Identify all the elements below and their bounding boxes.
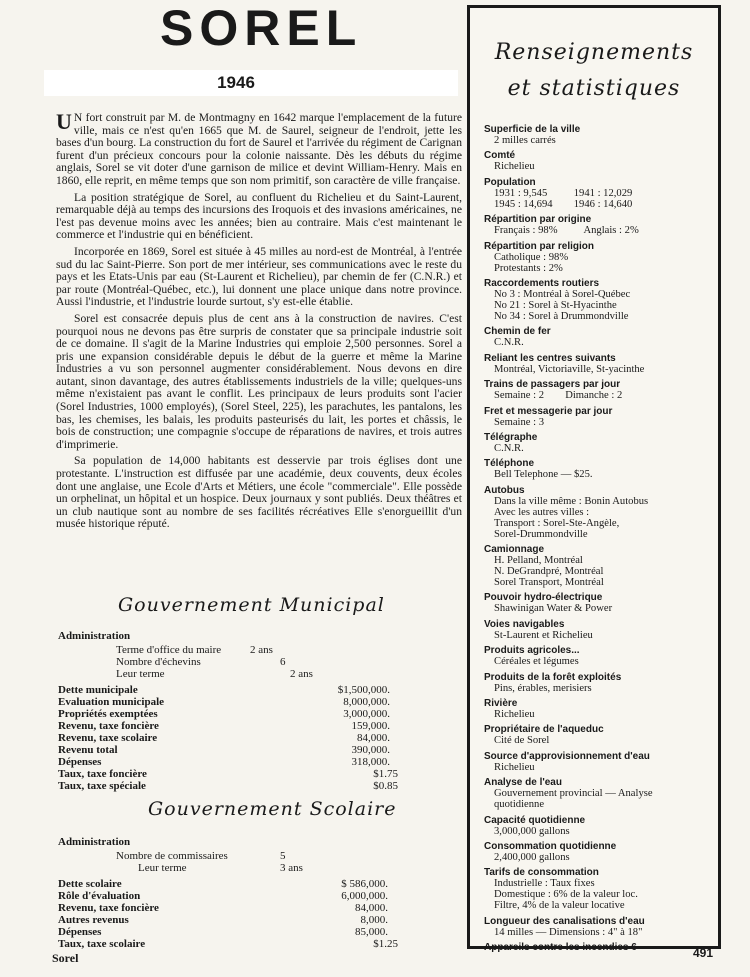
stats-entry-heading: Comté	[484, 150, 516, 162]
stats-entry-value: Semaine : 3	[494, 416, 545, 428]
admin-row-label: Nombre d'échevins	[116, 656, 201, 668]
stats-entry-heading: Population	[484, 176, 536, 188]
stats-entry-heading: Répartition par religion	[484, 240, 595, 252]
stats-entry-value: Céréales et légumes	[494, 656, 579, 668]
stats-entry-value: Cité de Sorel	[494, 735, 550, 747]
stats-entry-heading: Source d'approvisionnement d'eau	[484, 750, 650, 762]
paragraph-5: Sa population de 14,000 habitants est desservie par trois églises dont une protestante. L'instruction est diffusée par une académie, deux couvents, deux écoles dont une anglaise, une Ecole d'Arts et Métiers, une école "commerciale". Elle possède un orphelinat, un hôpital et un hospice. Deux journaux y sont publiés. Deux théâtres et un club nautique sont au nombre de ses facilités récréatives Elle s'enorgueillit d'un musée historique réputé.	[56, 454, 462, 531]
finance-value: 3,000,000.	[343, 708, 390, 720]
admin-row-value: 5	[280, 850, 286, 862]
finance-label: Taux, taxe foncière	[58, 768, 147, 780]
finance-row	[58, 780, 398, 792]
stats-entry	[484, 278, 712, 322]
stats-entry-heading: Téléphone	[484, 458, 535, 470]
stats-entry-heading: Rivière	[484, 698, 518, 710]
stats-entry-value: Pins, érables, merisiers	[494, 682, 592, 694]
stats-entry-value: Montréal, Victoriaville, St-yacinthe	[494, 363, 645, 375]
finance-label: Rôle d'évaluation	[58, 890, 141, 902]
stats-entry-value: Transport : Sorel-Ste-Angèle,	[494, 517, 620, 529]
finance-label: Dépenses	[58, 756, 102, 768]
finance-label: Revenu total	[58, 744, 118, 756]
stats-entry-heading: Télégraphe	[484, 431, 538, 443]
finance-row	[58, 926, 388, 938]
stats-entry-value: C.N.R.	[494, 337, 524, 349]
stats-entry-heading: Raccordements routiers	[484, 277, 600, 289]
finance-row	[58, 878, 388, 890]
stats-entry	[484, 458, 712, 480]
stats-entry-value: Sorel-Drummondville	[494, 528, 588, 540]
stats-entry-value: 2 milles carrés	[494, 135, 556, 146]
finance-label: Revenu, taxe scolaire	[58, 732, 158, 744]
finance-row	[58, 768, 398, 780]
stats-entry-value: H. Pelland, Montréal	[494, 555, 583, 567]
finance-label: Dépenses	[58, 926, 102, 938]
stats-entry-value: Français : 98% Anglais : 2%	[494, 225, 639, 237]
stats-entry-heading: Produits agricoles...	[484, 645, 580, 657]
admin-row-label: Leur terme	[116, 668, 165, 680]
paragraph-3: Incorporée en 1869, Sorel est située à 45 milles au nord-est de Montréal, à l'entrée sud du lac Saint-Pierre. Son port de mer intérieur, ses communications avec le reste du pays et les Etats-Unis par eau (St-Laurent et Richelieu), par chemin de fer (C.N.R.) et par route (Montréal-Québec, etc.), lui donnent une place unique dans notre province. Aussi l'industrie, et l'industrie lourde surtout, s'y est-elle établie.	[56, 244, 462, 309]
stats-entry-value: St-Laurent et Richelieu	[494, 629, 593, 641]
stats-entry	[484, 777, 712, 810]
paragraph-4: Sorel est consacrée depuis plus de cent ans à la construction de navires. C'est pourquoi nous ne devons pas être surpris de constater que sa principale industrie soit de ce domaine. Il s'agit de la Marine Industries qui emploie 2,500 personnes. Sorel a pris une expansion considérable depuis le début de la guerre et même la Marine Industries a vu son personnel augmenter considérablement. Nous devons en dire autant, sinon davantage, des autres établissements industriels de la ville; quelques-uns même n'existaient pas avant le conflit. Les principaux de leurs produits sont l'acier (Sorel Industries, 1000 employés), (Sorel Steel, 225), les parachutes, les pantalons, les bas, les chemises, les balais, les produits pasteurisés du lait, les portes et châssis, le bois de construction; une compagnie s'occupe de réparations de navires, et trois autres d'imprimerie.	[56, 311, 462, 451]
finance-row	[58, 732, 390, 744]
finance-value: 318,000.	[351, 756, 390, 768]
admin-row-label: Nombre de commissaires	[116, 850, 228, 862]
stats-entry-value: Bell Telephone — $25.	[494, 469, 593, 481]
stats-entry-heading: Produits de la forêt exploités	[484, 671, 622, 683]
stats-entry	[484, 751, 712, 773]
stats-entry-value: 1931 : 9,545 1941 : 12,029	[494, 187, 633, 199]
stats-entry-value: 3,000,000 gallons	[494, 825, 570, 837]
finance-row	[58, 708, 390, 720]
stats-entry	[484, 867, 712, 911]
stats-entry	[484, 544, 712, 588]
stats-entry-heading: Tarifs de consommation	[484, 867, 599, 879]
stats-entry-value: Richelieu	[494, 161, 535, 173]
stats-entry-value: Industrielle : Taux fixes	[494, 878, 595, 890]
stats-entry-value: No 34 : Sorel à Drummondville	[494, 310, 629, 322]
admin-row-value: 2 ans	[290, 668, 313, 680]
stats-entry-heading: Autobus	[484, 484, 525, 496]
stats-entry-heading: Chemin de fer	[484, 326, 551, 338]
stats-list	[484, 124, 712, 958]
stats-entry	[484, 942, 712, 953]
admin-row-label: Leur terme	[138, 862, 187, 874]
stats-entry	[484, 645, 712, 667]
finance-row	[58, 684, 390, 696]
stats-entry	[484, 214, 712, 236]
stats-entry-value: Domestique : 6% de la valeur loc.	[494, 889, 638, 901]
finance-value: 8,000.	[360, 914, 388, 926]
finance-value: 85,000.	[355, 926, 388, 938]
stats-entry-heading: Analyse de l'eau	[484, 777, 562, 789]
stats-entry-heading: Reliant les centres suivants	[484, 352, 616, 364]
finance-row	[58, 902, 388, 914]
article-body	[56, 109, 462, 535]
municipal-admin-label: Administration	[58, 630, 131, 642]
paragraph-text: N fort construit par M. de Montmagny en 1642 marque l'emplacement de la future ville, mais ce n'est qu'en 1665 que M. de Saurel, seigneur de l'endroit, jette les bases d'un bourg. La construction du fort de Saurel et l'arrivée du régiment de Carignan furent d'un précieux concours pour la colonie naissante. Dès les débuts du régime anglais, Sorel se vit doter d'une garnison de milice et devint William-Henry. Mais en 1860, elle reprit, en même temps que son nom primitif, son caractère de ville française.	[56, 111, 462, 187]
municipal-section	[58, 630, 458, 790]
finance-label: Taux, taxe spéciale	[58, 780, 146, 792]
scolaire-section	[58, 836, 458, 950]
stats-entry	[484, 326, 712, 348]
finance-value: $1.25	[373, 938, 398, 950]
stats-entry-heading: Pouvoir hydro-électrique	[484, 592, 603, 604]
stats-entry	[484, 672, 712, 694]
stats-entry-value: Shawinigan Water & Power	[494, 603, 613, 615]
finance-value: $1.75	[373, 768, 398, 780]
stats-entry	[484, 619, 712, 641]
admin-row-value: 2 ans	[250, 644, 273, 656]
stats-entry-value: No 21 : Sorel à St-Hyacinthe	[494, 299, 617, 311]
stats-entry	[484, 353, 712, 375]
finance-label: Taux, taxe scolaire	[58, 938, 146, 950]
finance-value: 8,000,000.	[343, 696, 390, 708]
finance-label: Dette municipale	[58, 684, 138, 696]
stats-entry	[484, 177, 712, 210]
finance-row	[58, 938, 398, 950]
finance-value: 159,000.	[351, 720, 390, 732]
stats-entry-value: C.N.R.	[494, 442, 524, 454]
stats-entry-value: Protestants : 2%	[494, 262, 563, 274]
finance-label: Evaluation municipale	[58, 696, 165, 708]
stats-entry-heading: Camionnage	[484, 544, 545, 556]
admin-row-value: 6	[280, 656, 286, 668]
finance-value: 390,000.	[351, 744, 390, 756]
stats-entry	[484, 406, 712, 428]
year-label: 1946	[44, 70, 458, 96]
stats-entry-heading: Voies navigables	[484, 618, 565, 630]
finance-label: Autres revenus	[58, 914, 129, 926]
paragraph-1	[56, 109, 462, 188]
stats-entry-value: quotidienne	[494, 799, 545, 811]
paragraph-2: La position stratégique de Sorel, au confluent du Richelieu et du Saint-Laurent, remarquable déjà au temps des incursions des Iroquois et des invasions américaines, ne l'est pas devenue moins avec les années; bien au contraire. Mais c'est maintenant le commerce et l'industrie qui en bénéficient.	[56, 190, 462, 242]
stats-entry	[484, 379, 712, 401]
scolaire-admin-label: Administration	[58, 836, 131, 848]
stats-entry-heading: Fret et messagerie par jour	[484, 405, 613, 417]
footer-city: Sorel	[52, 951, 79, 965]
page-number: 491	[693, 946, 714, 960]
finance-value: $ 586,000.	[341, 878, 388, 890]
finance-label: Revenu, taxe foncière	[58, 902, 159, 914]
stats-entry	[484, 698, 712, 720]
stats-entry-heading: Trains de passagers par jour	[484, 379, 621, 391]
stats-entry-value: 1945 : 14,694 1946 : 14,640	[494, 198, 633, 210]
sidebar-title-line-1: Renseignements	[494, 40, 694, 65]
finance-label: Revenu, taxe foncière	[58, 720, 159, 732]
stats-entry	[484, 124, 712, 146]
finance-row	[58, 756, 390, 768]
stats-entry	[484, 815, 712, 837]
stats-entry	[484, 241, 712, 274]
finance-value: 84,000.	[355, 902, 388, 914]
stats-entry-value: Dans la ville même : Bonin Autobus	[494, 495, 649, 507]
finance-row	[58, 890, 388, 902]
stats-entry	[484, 592, 712, 614]
stats-entry-value: Filtre, 4% de la valeur locative	[494, 900, 625, 912]
finance-value: $0.85	[373, 780, 398, 792]
stats-entry-heading: Appareils contre les incendies 6	[484, 942, 637, 954]
stats-entry	[484, 916, 712, 938]
finance-value: 84,000.	[357, 732, 390, 744]
municipal-heading: Gouvernement Municipal	[118, 594, 385, 616]
finance-row	[58, 696, 390, 708]
finance-row	[58, 914, 388, 926]
stats-entry-heading: Répartition par origine	[484, 214, 592, 226]
sidebar-title-line-2: et statistiques	[507, 76, 681, 101]
admin-row-value: 3 ans	[280, 862, 303, 874]
stats-entry-value: No 3 : Montréal à Sorel-Québec	[494, 288, 631, 300]
stats-entry-heading: Consommation quotidienne	[484, 840, 617, 852]
finance-value: 6,000,000.	[341, 890, 388, 902]
scolaire-heading: Gouvernement Scolaire	[148, 798, 397, 820]
stats-entry-value: Sorel Transport, Montréal	[494, 577, 604, 589]
stats-entry-value: Richelieu	[494, 709, 535, 721]
finance-label: Dette scolaire	[58, 878, 122, 890]
stats-entry-value: Avec les autres villes :	[494, 506, 590, 518]
admin-row-label: Terme d'office du maire	[116, 644, 222, 656]
stats-entry	[484, 841, 712, 863]
stats-entry	[484, 724, 712, 746]
finance-row	[58, 720, 390, 732]
stats-entry	[484, 432, 712, 454]
finance-row	[58, 744, 390, 756]
stats-entry-value: Catholique : 98%	[494, 251, 569, 263]
stats-entry-value: Semaine : 2 Dimanche : 2	[494, 390, 623, 402]
stats-entry-heading: Longueur des canalisations d'eau	[484, 915, 645, 927]
stats-entry-value: 14 milles — Dimensions : 4" à 18"	[494, 926, 643, 938]
page-title: SOREL	[160, 0, 363, 56]
stats-entry-heading: Superficie de la ville	[484, 124, 581, 135]
stats-entry-value: Richelieu	[494, 761, 535, 773]
stats-entry-heading: Capacité quotidienne	[484, 814, 586, 826]
stats-entry	[484, 150, 712, 172]
drop-cap: U	[56, 109, 72, 134]
finance-value: $1,500,000.	[337, 684, 390, 696]
stats-entry-value: 2,400,000 gallons	[494, 851, 570, 863]
stats-entry-value: Gouvernement provincial — Analyse	[494, 788, 653, 800]
stats-entry-heading: Propriétaire de l'aqueduc	[484, 724, 604, 736]
stats-entry-value: N. DeGrandpré, Montréal	[494, 566, 604, 578]
finance-label: Propriétés exemptées	[58, 708, 158, 720]
stats-entry	[484, 485, 712, 540]
